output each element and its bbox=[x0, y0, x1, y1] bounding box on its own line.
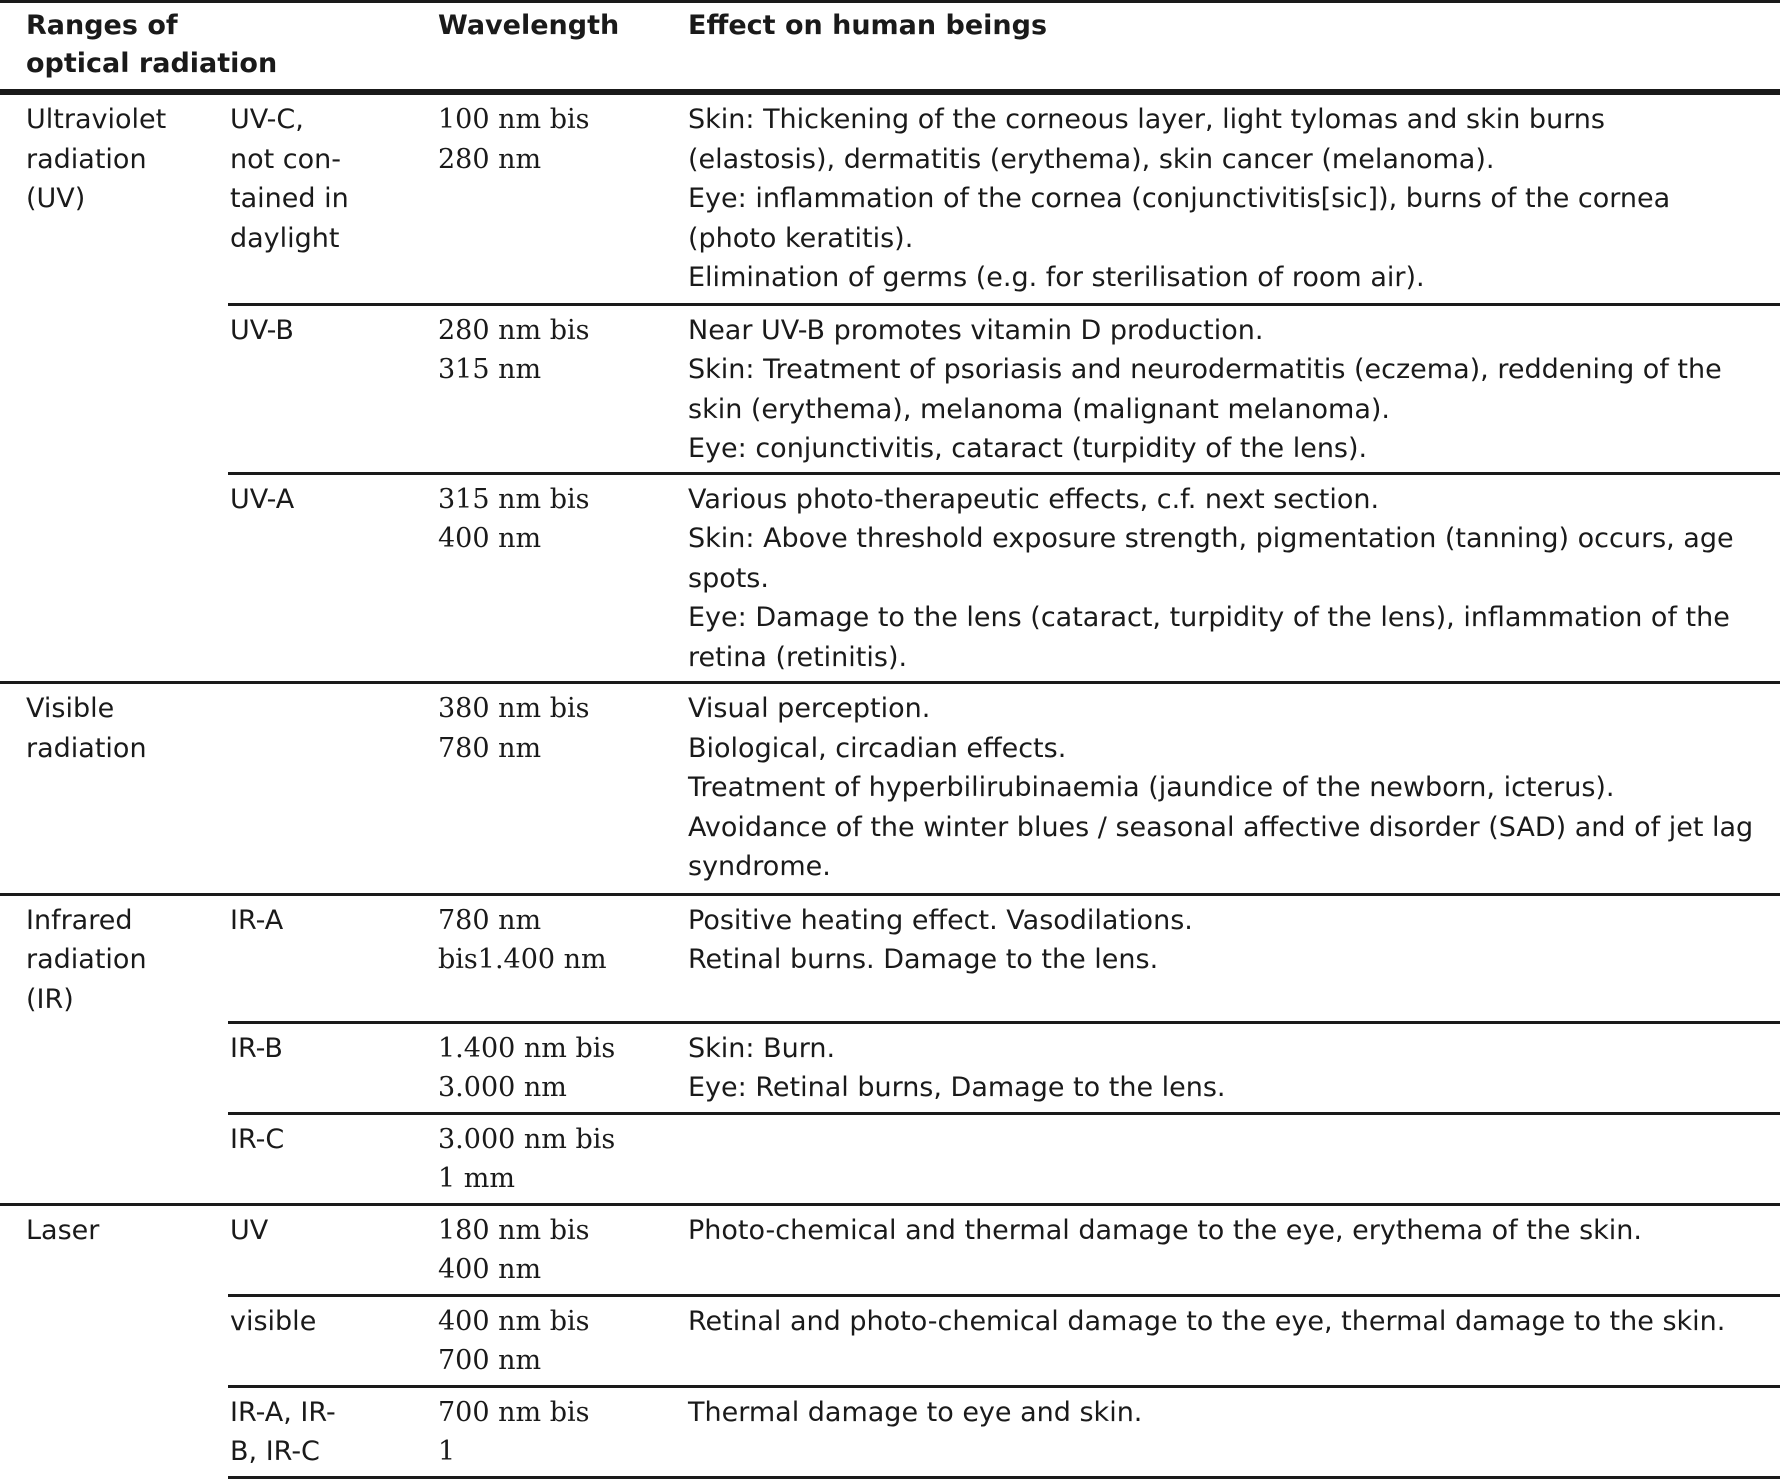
range-line: radiation bbox=[26, 143, 147, 175]
wavelength-line: 780 nm bbox=[438, 904, 542, 936]
wavelength-line: 400 nm bbox=[438, 523, 542, 554]
table-row bbox=[0, 1204, 1780, 1295]
effect-cell bbox=[685, 894, 1780, 1022]
wavelength-line: 280 nm bbox=[438, 143, 542, 175]
range-line: Laser bbox=[26, 1214, 100, 1246]
subrange-cell-ir-a bbox=[228, 894, 433, 1022]
wavelength-cell bbox=[433, 1386, 685, 1477]
subrange-cell-laser-ir bbox=[228, 1386, 433, 1477]
effect-line: Skin: Treatment of psoriasis and neurodermatitis (eczema), reddening of the skin (erythema), melanoma (malignant melanoma). bbox=[688, 354, 1731, 425]
range-line: Visible bbox=[26, 693, 115, 724]
wavelength-line: 1 bbox=[438, 1436, 456, 1467]
effect-cell bbox=[685, 304, 1780, 473]
subrange-line: IR-B bbox=[230, 1032, 283, 1064]
effect-line: Thermal damage to eye and skin. bbox=[688, 1396, 1143, 1428]
subrange-line: not con- bbox=[230, 143, 342, 175]
effect-line: Eye: Retinal burns, Damage to the lens. bbox=[688, 1072, 1226, 1103]
effect-line: Eye: inflammation of the cornea (conjunctivitis[sic]), burns of the cornea (photo keratitis). bbox=[688, 183, 1679, 254]
effect-line: Biological, circadian effects. bbox=[688, 732, 1067, 764]
effect-line: Visual perception. bbox=[688, 693, 931, 724]
wavelength-line: 1.400 nm bis bbox=[438, 1032, 616, 1064]
header-wavelength: Wavelength bbox=[433, 2, 685, 93]
wavelength-line: 780 nm bbox=[438, 732, 542, 764]
effect-line: Positive heating effect. Vasodilations. bbox=[688, 904, 1193, 936]
header-effect: Effect on human beings bbox=[685, 2, 1780, 93]
effect-line: Eye: Damage to the lens (cataract, turpidity of the lens), inflammation of the retina (retinitis). bbox=[688, 602, 1739, 673]
effect-line: Treatment of hyperbilirubinaemia (jaundice of the newborn, icterus). bbox=[688, 772, 1615, 803]
subrange-line: UV bbox=[230, 1214, 269, 1246]
subrange-line: IR-A, IR- bbox=[230, 1396, 336, 1428]
effect-line: Retinal burns. Damage to the lens. bbox=[688, 944, 1159, 975]
subrange-line: B, IR-C bbox=[230, 1436, 320, 1467]
wavelength-cell bbox=[433, 683, 685, 895]
table-row bbox=[0, 473, 1780, 683]
effect-line: Skin: Thickening of the corneous layer, light tylomas and skin burns (elastosis), dermatitis (erythema), skin cancer (melanoma). bbox=[688, 104, 1614, 175]
wavelength-cell bbox=[433, 1204, 685, 1295]
effect-line: Near UV-B promotes vitamin D production. bbox=[688, 314, 1264, 346]
subrange-cell-uv-b bbox=[228, 304, 433, 473]
effect-line: Skin: Burn. bbox=[688, 1032, 836, 1064]
range-line: Ultraviolet bbox=[26, 104, 167, 135]
effect-cell bbox=[685, 92, 1780, 304]
range-line: radiation bbox=[26, 944, 147, 975]
subrange-cell-ir-c bbox=[228, 1113, 433, 1204]
subrange-line: UV-A bbox=[230, 483, 295, 515]
wavelength-line: 100 nm bis bbox=[438, 104, 590, 135]
table-row bbox=[0, 1022, 1780, 1113]
wavelength-line: 700 nm bbox=[438, 1345, 542, 1376]
effect-line: Elimination of germs (e.g. for sterilisation of room air). bbox=[688, 262, 1425, 293]
subrange-line: visible bbox=[230, 1305, 317, 1337]
range-line: (IR) bbox=[26, 983, 74, 1015]
effect-cell bbox=[685, 1386, 1780, 1477]
range-cell-laser bbox=[0, 1204, 228, 1477]
effect-cell bbox=[685, 1022, 1780, 1113]
header-ranges-line-2: optical radiation bbox=[26, 48, 278, 79]
subrange-cell-uv-c bbox=[228, 92, 433, 304]
subrange-line: UV-B bbox=[230, 314, 294, 346]
table-header-row bbox=[0, 2, 1780, 93]
wavelength-cell bbox=[433, 1113, 685, 1204]
subrange-cell-uv-a bbox=[228, 473, 433, 683]
range-cell-infrared bbox=[0, 894, 228, 1204]
wavelength-cell bbox=[433, 1022, 685, 1113]
wavelength-line: 380 nm bis bbox=[438, 693, 590, 724]
range-cell-ultraviolet bbox=[0, 92, 228, 683]
subrange-line: daylight bbox=[230, 222, 340, 254]
table-row bbox=[0, 1113, 1780, 1204]
wavelength-line: 180 nm bis bbox=[438, 1214, 590, 1246]
effect-cell-empty bbox=[685, 1113, 1780, 1204]
wavelength-line: 3.000 nm bbox=[438, 1072, 567, 1103]
range-line: radiation bbox=[26, 732, 147, 764]
header-ranges bbox=[0, 2, 433, 93]
effect-line: Retinal and photo-chemical damage to the eye, thermal damage to the skin. bbox=[688, 1305, 1726, 1337]
effect-cell bbox=[685, 473, 1780, 683]
table-row bbox=[0, 1386, 1780, 1477]
wavelength-line: 400 nm bis bbox=[438, 1305, 590, 1337]
subrange-line: IR-A bbox=[230, 904, 284, 936]
effect-cell bbox=[685, 1295, 1780, 1386]
wavelength-line: 400 nm bbox=[438, 1254, 542, 1285]
range-cell-visible bbox=[0, 683, 228, 895]
wavelength-cell bbox=[433, 894, 685, 1022]
effect-cell bbox=[685, 1204, 1780, 1295]
subrange-line: UV-C, bbox=[230, 104, 304, 135]
wavelength-line: 280 nm bis bbox=[438, 314, 590, 346]
wavelength-cell bbox=[433, 1295, 685, 1386]
wavelength-line: 315 nm bis bbox=[438, 483, 590, 515]
wavelength-line: 3.000 nm bis bbox=[438, 1123, 616, 1155]
wavelength-line: 315 nm bbox=[438, 354, 542, 385]
subrange-cell-empty bbox=[228, 683, 433, 895]
effect-line: Various photo-therapeutic effects, c.f. next section. bbox=[688, 483, 1380, 515]
wavelength-line: 700 nm bis bbox=[438, 1396, 590, 1428]
table-row bbox=[0, 1295, 1780, 1386]
wavelength-line: 1 mm bbox=[438, 1163, 515, 1194]
subrange-cell-ir-b bbox=[228, 1022, 433, 1113]
wavelength-line: bis1.400 nm bbox=[438, 944, 607, 975]
wavelength-cell bbox=[433, 473, 685, 683]
effect-line: Avoidance of the winter blues / seasonal affective disorder (SAD) and of jet lag syndrome. bbox=[688, 811, 1762, 882]
subrange-cell-laser-visible bbox=[228, 1295, 433, 1386]
subrange-cell-laser-uv bbox=[228, 1204, 433, 1295]
header-ranges-line-1: Ranges of bbox=[26, 10, 178, 41]
table-row bbox=[0, 683, 1780, 895]
effect-line: Photo-chemical and thermal damage to the eye, erythema of the skin. bbox=[688, 1214, 1642, 1246]
effect-line: Eye: conjunctivitis, cataract (turpidity of the lens). bbox=[688, 433, 1368, 464]
table-row bbox=[0, 92, 1780, 304]
subrange-line: IR-C bbox=[230, 1123, 285, 1155]
range-line: Infrared bbox=[26, 904, 133, 936]
table-row bbox=[0, 304, 1780, 473]
wavelength-cell bbox=[433, 92, 685, 304]
table-row bbox=[0, 894, 1780, 1022]
subrange-line: tained in bbox=[230, 183, 349, 214]
wavelength-cell bbox=[433, 304, 685, 473]
range-line: (UV) bbox=[26, 183, 86, 214]
effect-cell bbox=[685, 683, 1780, 895]
effect-line: Skin: Above threshold exposure strength, pigmentation (tanning) occurs, age spots. bbox=[688, 523, 1743, 594]
